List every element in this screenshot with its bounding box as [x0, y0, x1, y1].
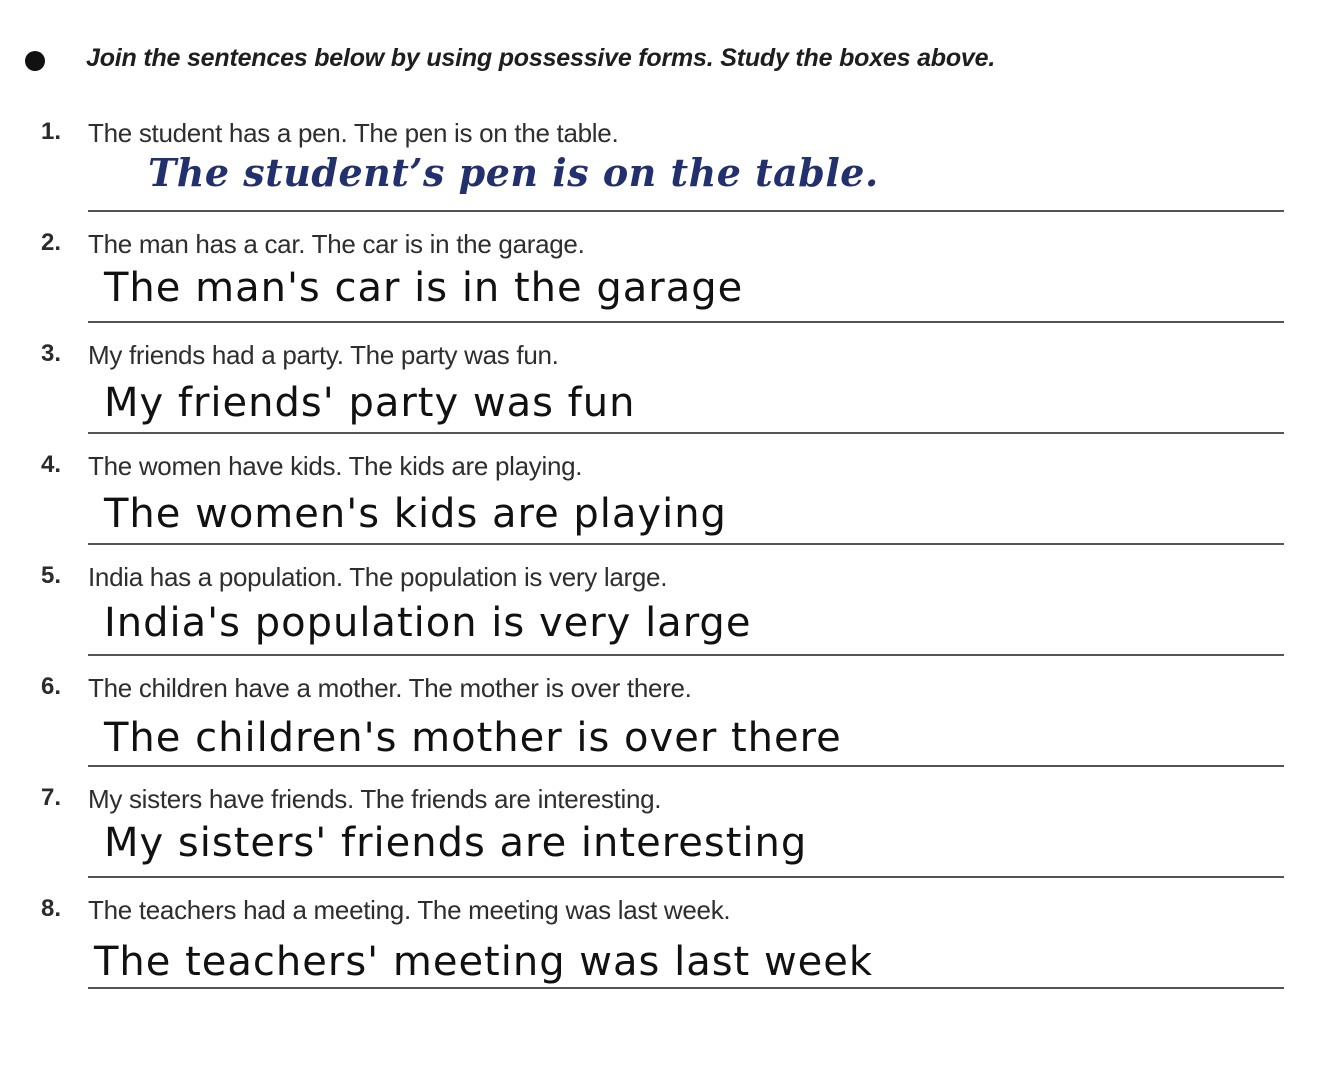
- answer-line: [88, 210, 1284, 212]
- item-answer: My friends' party was fun: [104, 380, 636, 426]
- item-answer: My sisters' friends are interesting: [104, 820, 808, 866]
- exercise-item-5: [0, 562, 1324, 673]
- item-number: 8.: [41, 895, 62, 922]
- item-prompt: India has a population. The population is very large.: [88, 562, 668, 592]
- item-number: 3.: [41, 340, 62, 367]
- item-prompt: The teachers had a meeting. The meeting was last week.: [88, 895, 731, 925]
- item-answer: The teachers' meeting was last week: [94, 939, 874, 985]
- answer-line: [88, 543, 1284, 545]
- answer-line: [88, 876, 1284, 878]
- item-number: 5.: [41, 562, 62, 589]
- item-answer: The children's mother is over there: [104, 715, 842, 761]
- item-number: 1.: [41, 118, 62, 145]
- item-answer: India's population is very large: [104, 600, 752, 646]
- instruction-text: Join the sentences below by using possessive forms. Study the boxes above.: [86, 44, 996, 72]
- exercise-item-4: [0, 451, 1324, 562]
- exercise-item-6: [0, 673, 1324, 784]
- answer-line: [88, 321, 1284, 323]
- exercise-item-8: [0, 895, 1324, 1006]
- item-prompt: My sisters have friends. The friends are interesting.: [88, 784, 662, 814]
- item-prompt: The student has a pen. The pen is on the table.: [88, 118, 619, 148]
- item-answer: The student’s pen is on the table.: [148, 150, 879, 195]
- item-number: 4.: [41, 451, 62, 478]
- exercise-item-3: [0, 340, 1324, 451]
- answer-line: [88, 654, 1284, 656]
- answer-line: [88, 765, 1284, 767]
- item-answer: The women's kids are playing: [104, 491, 727, 537]
- item-number: 7.: [41, 784, 62, 811]
- item-prompt: The women have kids. The kids are playing.: [88, 451, 583, 481]
- answer-line: [88, 432, 1284, 434]
- bullet-point: [25, 51, 45, 71]
- item-prompt: The man has a car. The car is in the garage.: [88, 229, 585, 259]
- answer-line: [88, 987, 1284, 989]
- item-prompt: The children have a mother. The mother is over there.: [88, 673, 692, 703]
- exercise-item-1: [0, 118, 1324, 229]
- item-answer: The man's car is in the garage: [104, 265, 744, 311]
- item-number: 6.: [41, 673, 62, 700]
- exercise-item-7: [0, 784, 1324, 895]
- item-number: 2.: [41, 229, 62, 256]
- exercise-item-2: [0, 229, 1324, 340]
- item-prompt: My friends had a party. The party was fun.: [88, 340, 559, 370]
